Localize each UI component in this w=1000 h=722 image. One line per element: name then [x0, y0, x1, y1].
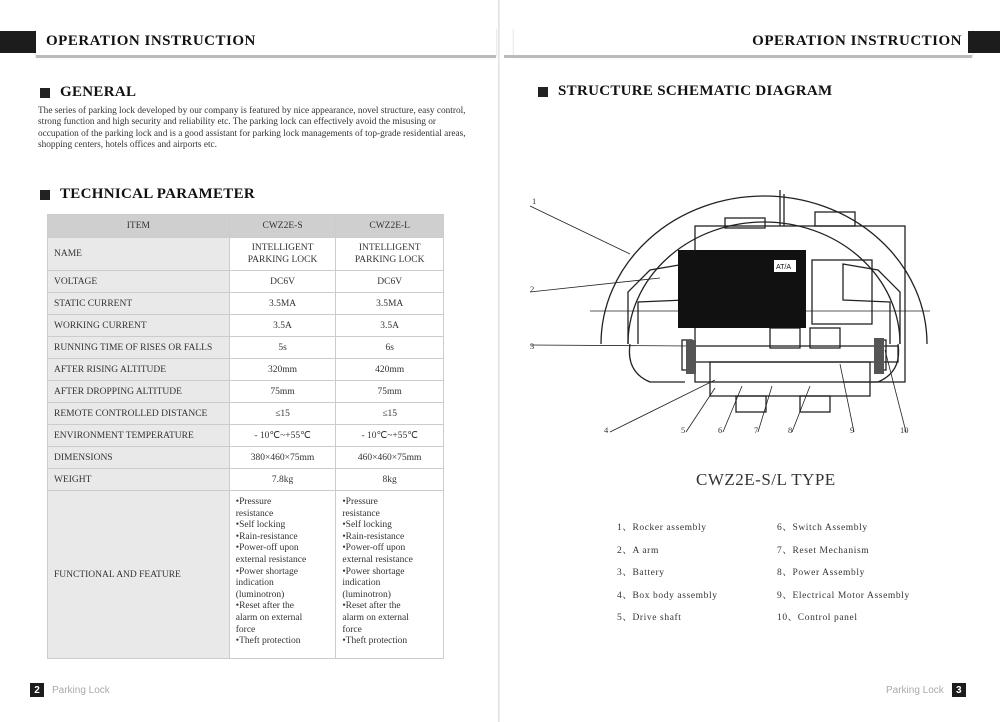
lower-box [710, 362, 870, 396]
header-bar [968, 31, 1000, 53]
row-label: VOLTAGE [48, 271, 230, 293]
cell-s: 3.5MA [229, 293, 336, 315]
table-row [48, 238, 444, 271]
left-arm-loop [629, 344, 685, 382]
gear-left [686, 340, 696, 374]
table-header-row [48, 215, 444, 238]
diagram-number: 6 [718, 425, 723, 435]
bottom-foot-2 [800, 396, 830, 412]
diagram-number: 7 [754, 425, 759, 435]
cell-s: 380×460×75mm [229, 447, 336, 469]
technical-heading [40, 186, 255, 203]
row-label: RUNNING TIME OF RISES OR FALLS [48, 337, 230, 359]
table-row [48, 293, 444, 315]
cell-l: 3.5A [336, 315, 444, 337]
cell-l: ≤15 [336, 403, 444, 425]
parameter-table [47, 214, 444, 659]
cell-l-features [336, 491, 444, 659]
cell-s: 5s [229, 337, 336, 359]
table-row [48, 315, 444, 337]
header-bar [0, 31, 40, 53]
table-row [48, 447, 444, 469]
bullet-square-icon [40, 190, 50, 200]
footer [886, 683, 966, 697]
row-label: WORKING CURRENT [48, 315, 230, 337]
part-item: 4、Box body assembly [617, 590, 718, 601]
part-item: 9、Electrical Motor Assembly [777, 590, 910, 601]
part-item: 1、Rocker assembly [617, 523, 707, 533]
cell-l: 6s [336, 337, 444, 359]
cell-s: ≤15 [229, 403, 336, 425]
header-underline [504, 55, 972, 58]
table-row [48, 337, 444, 359]
cell-l: 75mm [336, 381, 444, 403]
cell-s: 75mm [229, 381, 336, 403]
switch-assembly [770, 328, 800, 348]
general-title: GENERAL [60, 84, 137, 100]
cell-l: INTELLIGENT PARKING LOCK [336, 238, 444, 271]
bullet-square-icon [538, 87, 548, 97]
row-label: NAME [48, 238, 230, 271]
diagram-number: 3 [530, 341, 535, 351]
row-label: AFTER DROPPING ALTITUDE [48, 381, 230, 403]
bullet-square-icon [40, 88, 50, 98]
cell-s-features [229, 491, 336, 659]
parts-list-right [777, 519, 910, 632]
body-top-cap-right [815, 212, 855, 226]
row-label: DIMENSIONS [48, 447, 230, 469]
parts-list-left [617, 519, 718, 632]
table-row [48, 359, 444, 381]
cell-s: DC6V [229, 271, 336, 293]
header-title [514, 27, 972, 55]
table-row [48, 271, 444, 293]
table-row [48, 381, 444, 403]
page-number: 3 [952, 683, 966, 697]
diagram-number: 5 [681, 425, 686, 435]
features-l-text: •Pressure resistance •Self locking •Rain-resistance •Power-off upon external resistance •Power shortage indication (luminotron) •Reset after the alarm on external force •Theft protection [342, 497, 413, 647]
row-label: AFTER RISING ALTITUDE [48, 359, 230, 381]
diagram-number: 10 [900, 425, 909, 435]
cell-l: 8kg [336, 469, 444, 491]
schematic-heading [538, 83, 833, 100]
cell-s: 320mm [229, 359, 336, 381]
row-label: ENVIRONMENT TEMPERATURE [48, 425, 230, 447]
table-row [48, 425, 444, 447]
cell-l: 3.5MA [336, 293, 444, 315]
column-header: ITEM [48, 215, 230, 238]
cell-s: 3.5A [229, 315, 336, 337]
general-heading [40, 84, 136, 101]
part-item: 8、Power Assembly [777, 568, 865, 578]
cell-l: - 10℃~+55℃ [336, 425, 444, 447]
table-row [48, 469, 444, 491]
diagram-number: 2 [530, 284, 535, 294]
battery-label: AT/A [776, 264, 792, 271]
footer [30, 683, 110, 697]
type-caption: CWZ2E-S/L TYPE [696, 470, 836, 489]
part-item: 7、Reset Mechanism [777, 545, 870, 556]
part-item: 5、Drive shaft [617, 613, 682, 623]
diagram-number: 1 [532, 196, 537, 206]
schematic-title: STRUCTURE SCHEMATIC DIAGRAM [558, 83, 833, 99]
row-label: FUNCTIONAL AND FEATURE [48, 491, 230, 659]
power-assembly [810, 328, 840, 348]
right-arm-loop [843, 344, 899, 382]
general-paragraph: The series of parking lock developed by our company is featured by nice appearance, novel structure, easy control, strong function and high security and reliability etc. The parking lock can effectively avoid the misusing or occupation of the parking lock and is a good assistant for parking lock managements of top-grade residential areas, shopping centers, hotels offices and airports etc. [38, 106, 466, 151]
diagram-number: 8 [788, 425, 793, 435]
part-item: 10、Control panel [777, 613, 858, 623]
column-header: CWZ2E-S [229, 215, 336, 238]
bottom-foot [736, 396, 766, 412]
diagram-number: 9 [850, 425, 855, 435]
header-underline [36, 55, 496, 58]
features-s-text: •Pressure resistance •Self locking •Rain-resistance •Power-off upon external resistance •Power shortage indication (luminotron) •Reset after the alarm on external force •Theft protection [235, 497, 307, 647]
diagram-number: 4 [604, 425, 609, 435]
footer-label: Parking Lock [886, 684, 944, 696]
part-item: 6、Switch Assembly [777, 523, 868, 533]
gear-right [874, 338, 884, 374]
cell-s: 7.8kg [229, 469, 336, 491]
row-label: REMOTE CONTROLLED DISTANCE [48, 403, 230, 425]
cell-l: DC6V [336, 271, 444, 293]
left-arm [628, 264, 685, 344]
row-label: WEIGHT [48, 469, 230, 491]
part-item: 3、Battery [617, 568, 665, 578]
header-title-text: OPERATION INSTRUCTION [46, 32, 256, 49]
column-header: CWZ2E-L [336, 215, 444, 238]
table-row [48, 491, 444, 659]
cell-l: 460×460×75mm [336, 447, 444, 469]
structure-schematic-diagram [510, 150, 930, 450]
table-row [48, 403, 444, 425]
part-item: 2、A arm [617, 545, 659, 556]
cell-s: INTELLIGENT PARKING LOCK [229, 238, 336, 271]
motor-assembly [812, 260, 872, 324]
row-label: STATIC CURRENT [48, 293, 230, 315]
header-title-text: OPERATION INSTRUCTION [752, 32, 962, 49]
cell-s: - 10℃~+55℃ [229, 425, 336, 447]
technical-title: TECHNICAL PARAMETER [60, 186, 256, 202]
page-number: 2 [30, 683, 44, 697]
cell-l: 420mm [336, 359, 444, 381]
footer-label: Parking Lock [52, 684, 110, 696]
header-title [36, 27, 496, 55]
